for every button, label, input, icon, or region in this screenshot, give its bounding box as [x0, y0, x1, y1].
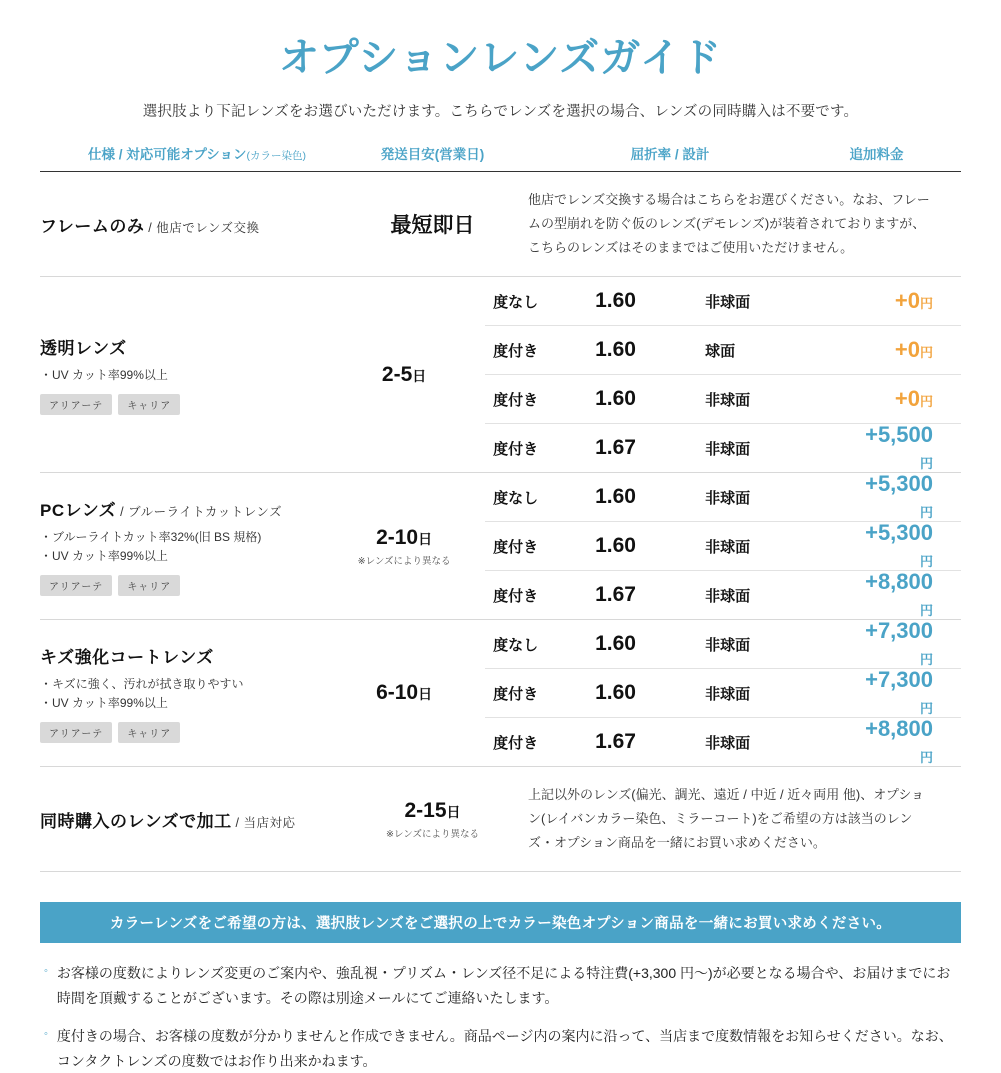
- option-tags: [40, 722, 313, 743]
- column-header-spec: [40, 143, 345, 163]
- spec-price-value: +7,300: [865, 618, 933, 644]
- spec-design: 非球面: [705, 587, 751, 605]
- note-item: [40, 961, 961, 1010]
- spec-price: [865, 471, 961, 523]
- shipping-value: [376, 681, 432, 705]
- lens-features: [40, 528, 313, 565]
- lens-feature: ・UV カット率99%以上: [40, 367, 168, 382]
- spec-price-value: +0: [894, 386, 920, 412]
- lens-feature: ・ブルーライトカット率32%(旧 BS 規格): [40, 530, 262, 545]
- spec-design: 非球面: [705, 440, 751, 458]
- spec-row: [485, 522, 961, 571]
- lens-feature: ・UV カット率99%以上: [40, 695, 168, 710]
- lens-features: [40, 675, 313, 712]
- spec-price-unit: 円: [919, 603, 933, 619]
- page-subtitle: 選択肢より下記レンズをお選びいただけます。こちらでレンズを選択の場合、レンズの同時購入は不要です。: [142, 104, 859, 120]
- spec-type: 度付き: [493, 538, 539, 556]
- lens-name-sub: / 他店でレンズ交換: [144, 220, 260, 235]
- spec-price-unit: 円: [919, 296, 933, 312]
- spec-row: [485, 473, 961, 522]
- spec-price-unit: 円: [919, 345, 933, 361]
- bullet-circle-icon: ◦: [44, 965, 48, 978]
- spec-price-value: +8,800: [865, 569, 933, 595]
- lens-name: [40, 334, 313, 359]
- spec-row: [485, 669, 961, 718]
- spec-price-unit: 円: [919, 652, 933, 668]
- spec-price-unit: 円: [919, 701, 933, 717]
- lens-table: [40, 171, 961, 872]
- spec-price-value: +5,300: [865, 471, 933, 497]
- lens-name-sub: / ブルーライトカットレンズ: [116, 505, 283, 520]
- spec-design: 球面: [705, 342, 736, 360]
- spec-index: 1.60: [595, 289, 636, 313]
- option-lens-guide-page: [0, 34, 1001, 1069]
- table-row: [40, 172, 961, 277]
- shipping-days: 2-10: [376, 525, 419, 549]
- option-tag: キャリア: [118, 394, 180, 415]
- shipping-note: ※レンズにより異なる: [357, 555, 451, 567]
- spec-price-unit: 円: [919, 505, 933, 521]
- spec-index: 1.60: [595, 338, 636, 362]
- table-row: [40, 277, 961, 473]
- shipping-unit: 日: [418, 530, 433, 547]
- note-item: [40, 1024, 961, 1073]
- spec-price-value: +0: [894, 288, 920, 314]
- lens-features: [40, 366, 313, 385]
- table-row: [40, 473, 961, 620]
- spec-design: 非球面: [705, 636, 751, 654]
- lens-name: [40, 643, 313, 668]
- spec-price-unit: 円: [919, 750, 933, 766]
- spec-type: 度なし: [493, 636, 539, 654]
- spec-list: [485, 277, 961, 472]
- spec-type: 度なし: [493, 489, 539, 507]
- spec-price-value: +8,800: [865, 716, 933, 742]
- spec-index: 1.60: [595, 485, 636, 509]
- option-tag: アリアーテ: [40, 394, 112, 415]
- table-row: [40, 620, 961, 767]
- note-text: お客様の度数によりレンズ変更のご案内や、強乱視・プリズム・レンズ径不足による特注費(+3,300 円〜)が必要となる場合や、お届けまでにお時間を頂戴することがございます。その際は別途メールにてご連絡いたします。: [56, 965, 951, 1006]
- column-header-index: 屈折率 / 設計: [630, 147, 710, 162]
- lens-name: [40, 807, 335, 832]
- spec-type: 度なし: [493, 293, 539, 311]
- shipping-cell: [345, 172, 520, 276]
- option-tags: [40, 575, 313, 596]
- spec-price-value: +7,300: [865, 667, 933, 693]
- spec-row: [485, 620, 961, 669]
- row-description: 他店でレンズ交換する場合はこちらをお選びください。なお、フレームの型崩れを防ぐ仮のレンズ(デモレンズ)が装着されておりますが、こちらのレンズはそのままではご使用いただけません。: [528, 192, 930, 256]
- lens-name-cell: [40, 473, 323, 619]
- lens-feature: ・UV カット率99%以上: [40, 548, 168, 563]
- spec-price-unit: 円: [919, 394, 933, 410]
- spec-row: [485, 718, 961, 766]
- lens-name: [40, 212, 335, 237]
- lens-name-cell: [40, 277, 323, 472]
- row-description: 上記以外のレンズ(偏光、調光、遠近 / 中近 / 近々両用 他)、オプション(レイバンカラー染色、ミラーコート)をご希望の方は該当のレンズ・オプション商品を一緒にお買い求めください。: [528, 787, 925, 851]
- shipping-value: [382, 363, 426, 387]
- shipping-days: 6-10: [376, 681, 419, 705]
- spec-design: 非球面: [705, 489, 751, 507]
- shipping-unit: 日: [412, 367, 427, 384]
- description-cell: [520, 767, 961, 871]
- spec-type: 度付き: [493, 685, 539, 703]
- shipping-cell: [323, 620, 485, 766]
- lens-feature: ・キズに強く、汚れが拭き取りやすい: [40, 677, 244, 692]
- spec-price: [865, 422, 961, 474]
- shipping-cell: [323, 473, 485, 619]
- spec-design: 非球面: [705, 685, 751, 703]
- column-headers: [40, 143, 961, 171]
- spec-row: [485, 424, 961, 472]
- spec-price-value: +5,300: [865, 520, 933, 546]
- table-row: [40, 767, 961, 872]
- spec-index: 1.60: [595, 534, 636, 558]
- option-tag: アリアーテ: [40, 722, 112, 743]
- spec-price-value: +5,500: [865, 422, 933, 448]
- spec-design: 非球面: [705, 538, 751, 556]
- lens-name-main: フレームのみ: [40, 216, 145, 236]
- column-header-spec-label: 仕様 / 対応可能オプション: [88, 147, 247, 162]
- shipping-unit: 日: [446, 803, 461, 820]
- column-header-price: 追加料金: [849, 147, 904, 162]
- option-tag: キャリア: [118, 722, 180, 743]
- spec-index: 1.60: [595, 387, 636, 411]
- shipping-value: [376, 526, 432, 550]
- spec-index: 1.60: [595, 681, 636, 705]
- lens-name: [40, 496, 313, 521]
- spec-type: 度付き: [493, 734, 539, 752]
- spec-index: 1.67: [595, 436, 636, 460]
- spec-row: [485, 277, 961, 326]
- spec-index: 1.67: [595, 730, 636, 754]
- shipping-cell: [323, 277, 485, 472]
- spec-price-value: +0: [894, 337, 920, 363]
- option-tags: [40, 394, 313, 415]
- spec-price: [865, 337, 961, 363]
- shipping-days: 2-5: [381, 362, 413, 386]
- lens-name-cell: [40, 767, 345, 871]
- lens-name-cell: [40, 620, 323, 766]
- note-text: 度付きの場合、お客様の度数が分かりませんと作成できません。商品ページ内の案内に沿って、当店まで度数情報をお知らせください。なお、コンタクトレンズの度数ではお作り出来かねます。: [56, 1028, 953, 1069]
- lens-name-main: キズ強化コートレンズ: [40, 648, 214, 668]
- spec-index: 1.67: [595, 583, 636, 607]
- spec-design: 非球面: [705, 293, 751, 311]
- lens-name-cell: [40, 172, 345, 276]
- spec-row: [485, 326, 961, 375]
- shipping-value: [404, 799, 460, 823]
- spec-price: [865, 618, 961, 670]
- notes-list: [40, 961, 961, 1073]
- spec-price: [865, 569, 961, 621]
- shipping-cell: [345, 767, 520, 871]
- lens-name-sub: / 当店対応: [231, 815, 296, 830]
- description-cell: [520, 172, 961, 276]
- page-title: オプションレンズガイド: [279, 36, 722, 80]
- option-tag: キャリア: [118, 575, 180, 596]
- shipping-unit: 日: [418, 686, 433, 703]
- spec-type: 度付き: [493, 440, 539, 458]
- spec-design: 非球面: [705, 734, 751, 752]
- spec-design: 非球面: [705, 391, 751, 409]
- color-lens-banner: カラーレンズをご希望の方は、選択肢レンズをご選択の上でカラー染色オプション商品を一緒にお買い求めください。: [40, 902, 961, 943]
- spec-price: [865, 386, 961, 412]
- lens-name-main: 同時購入のレンズで加工: [40, 811, 232, 831]
- bullet-circle-icon: ◦: [44, 1028, 48, 1041]
- spec-list: [485, 473, 961, 619]
- spec-index: 1.60: [595, 632, 636, 656]
- option-tag: アリアーテ: [40, 575, 112, 596]
- column-header-shipping: 発送目安(営業日): [380, 147, 485, 162]
- lens-name-main: 透明レンズ: [40, 338, 127, 358]
- shipping-value: 最短即日: [390, 214, 475, 238]
- spec-type: 度付き: [493, 342, 539, 360]
- spec-list: [485, 620, 961, 766]
- spec-type: 度付き: [493, 391, 539, 409]
- spec-row: [485, 375, 961, 424]
- shipping-note: ※レンズにより異なる: [386, 828, 479, 840]
- spec-price: [865, 667, 961, 719]
- spec-type: 度付き: [493, 587, 539, 605]
- spec-price-unit: 円: [919, 554, 933, 570]
- lens-name-main: PCレンズ: [40, 501, 117, 521]
- shipping-days: 2-15: [404, 798, 447, 822]
- spec-price: [865, 288, 961, 314]
- spec-price: [865, 520, 961, 572]
- spec-price-unit: 円: [919, 456, 933, 472]
- column-header-spec-note: (カラー染色): [246, 150, 307, 162]
- spec-price: [865, 716, 961, 768]
- spec-row: [485, 571, 961, 619]
